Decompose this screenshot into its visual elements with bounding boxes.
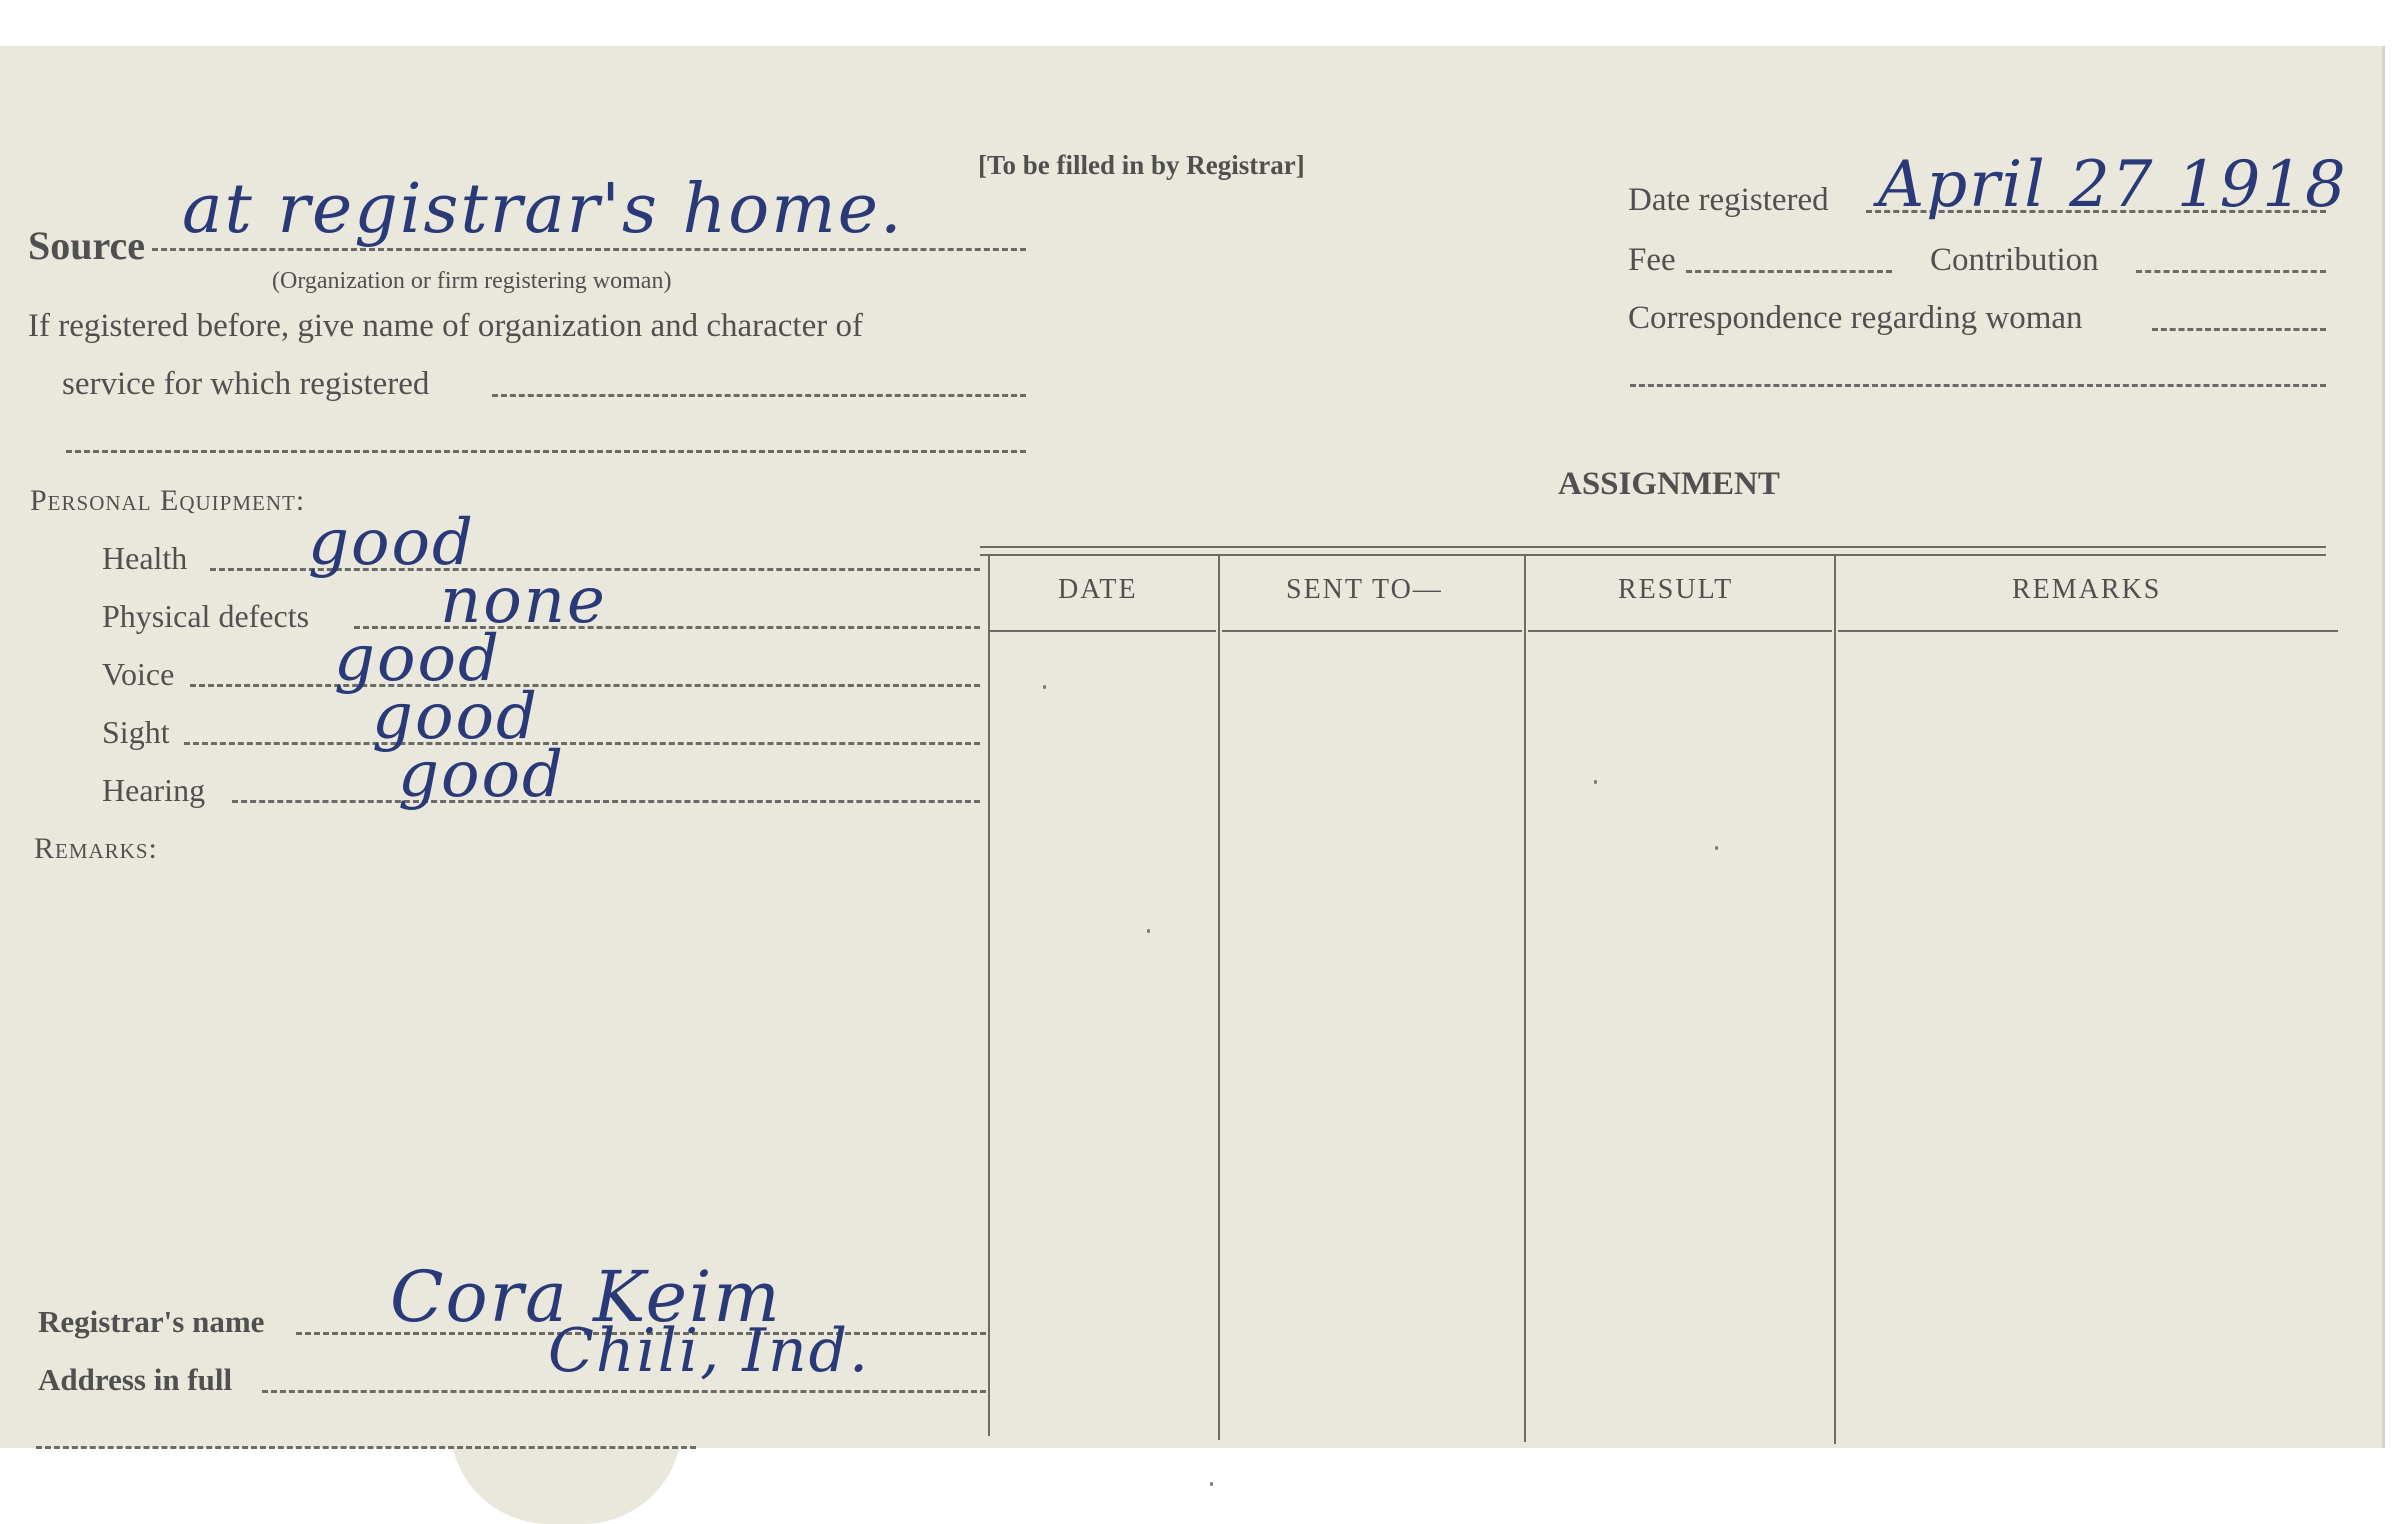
source-value: at registrar's home. bbox=[182, 170, 904, 249]
header-rule-date bbox=[990, 630, 1216, 632]
fee-line bbox=[1686, 270, 1892, 273]
paper-speck bbox=[1043, 685, 1046, 689]
column-divider-left bbox=[988, 556, 990, 1436]
column-remarks: REMARKS bbox=[2012, 574, 2162, 605]
paper-speck bbox=[1147, 929, 1150, 933]
remarks-heading: Remarks: bbox=[34, 832, 158, 865]
column-sent-to: SENT TO— bbox=[1286, 574, 1443, 605]
health-label: Health bbox=[102, 540, 188, 576]
registrar-name-value: Cora Keim bbox=[390, 1256, 782, 1338]
voice-value: good bbox=[334, 622, 501, 696]
source-caption: (Organization or firm registering woman) bbox=[272, 268, 672, 294]
source-label: Source bbox=[28, 223, 146, 268]
previous-registration-line bbox=[492, 394, 1026, 397]
physical-defects-value: none bbox=[440, 564, 607, 638]
voice-line bbox=[190, 684, 980, 687]
address-value: Chili, Ind. bbox=[548, 1316, 871, 1386]
previous-registration-line2: service for which registered bbox=[62, 366, 430, 402]
assignment-top-rule-2 bbox=[980, 554, 2326, 556]
column-date: DATE bbox=[1058, 574, 1138, 605]
hearing-label: Hearing bbox=[102, 772, 206, 808]
date-registered-value: April 27 1918 bbox=[1878, 148, 2348, 222]
registrar-name-label: Registrar's name bbox=[38, 1304, 265, 1339]
previous-registration-extra-line bbox=[66, 450, 1026, 453]
paper-speck bbox=[1715, 846, 1718, 850]
assignment-title: ASSIGNMENT bbox=[1558, 466, 1780, 502]
card-tab bbox=[450, 1425, 682, 1524]
address-line bbox=[262, 1390, 986, 1393]
header-rule-remarks bbox=[1838, 630, 2338, 632]
assignment-top-rule bbox=[980, 546, 2326, 548]
sight-line bbox=[184, 742, 980, 745]
personal-equipment-heading: Personal Equipment: bbox=[30, 484, 306, 517]
physical-defects-label: Physical defects bbox=[102, 598, 310, 634]
contribution-label: Contribution bbox=[1930, 242, 2099, 278]
hearing-value: good bbox=[398, 738, 565, 812]
sight-value: good bbox=[372, 680, 539, 754]
correspondence-line bbox=[2152, 328, 2326, 331]
column-divider-1 bbox=[1218, 556, 1220, 1440]
column-result: RESULT bbox=[1618, 574, 1734, 605]
paper-speck bbox=[1210, 1482, 1213, 1486]
bottom-line bbox=[36, 1446, 696, 1449]
correspondence-label: Correspondence regarding woman bbox=[1628, 300, 2083, 336]
column-divider-3 bbox=[1834, 556, 1836, 1444]
column-divider-2 bbox=[1524, 556, 1526, 1442]
registrar-note: [To be filled in by Registrar] bbox=[978, 150, 1305, 180]
header-rule-result bbox=[1528, 630, 1832, 632]
paper-speck bbox=[1594, 780, 1597, 784]
address-label: Address in full bbox=[38, 1362, 233, 1397]
sight-label: Sight bbox=[102, 714, 170, 750]
contribution-line bbox=[2136, 270, 2326, 273]
voice-label: Voice bbox=[102, 656, 175, 692]
date-registered-label: Date registered bbox=[1628, 182, 1829, 218]
fee-label: Fee bbox=[1628, 242, 1676, 278]
correspondence-extra-line bbox=[1630, 384, 2326, 387]
health-value: good bbox=[308, 506, 475, 580]
hearing-line bbox=[232, 800, 980, 803]
header-rule-sent-to bbox=[1222, 630, 1522, 632]
previous-registration-line1: If registered before, give name of organization and character of bbox=[28, 308, 863, 344]
